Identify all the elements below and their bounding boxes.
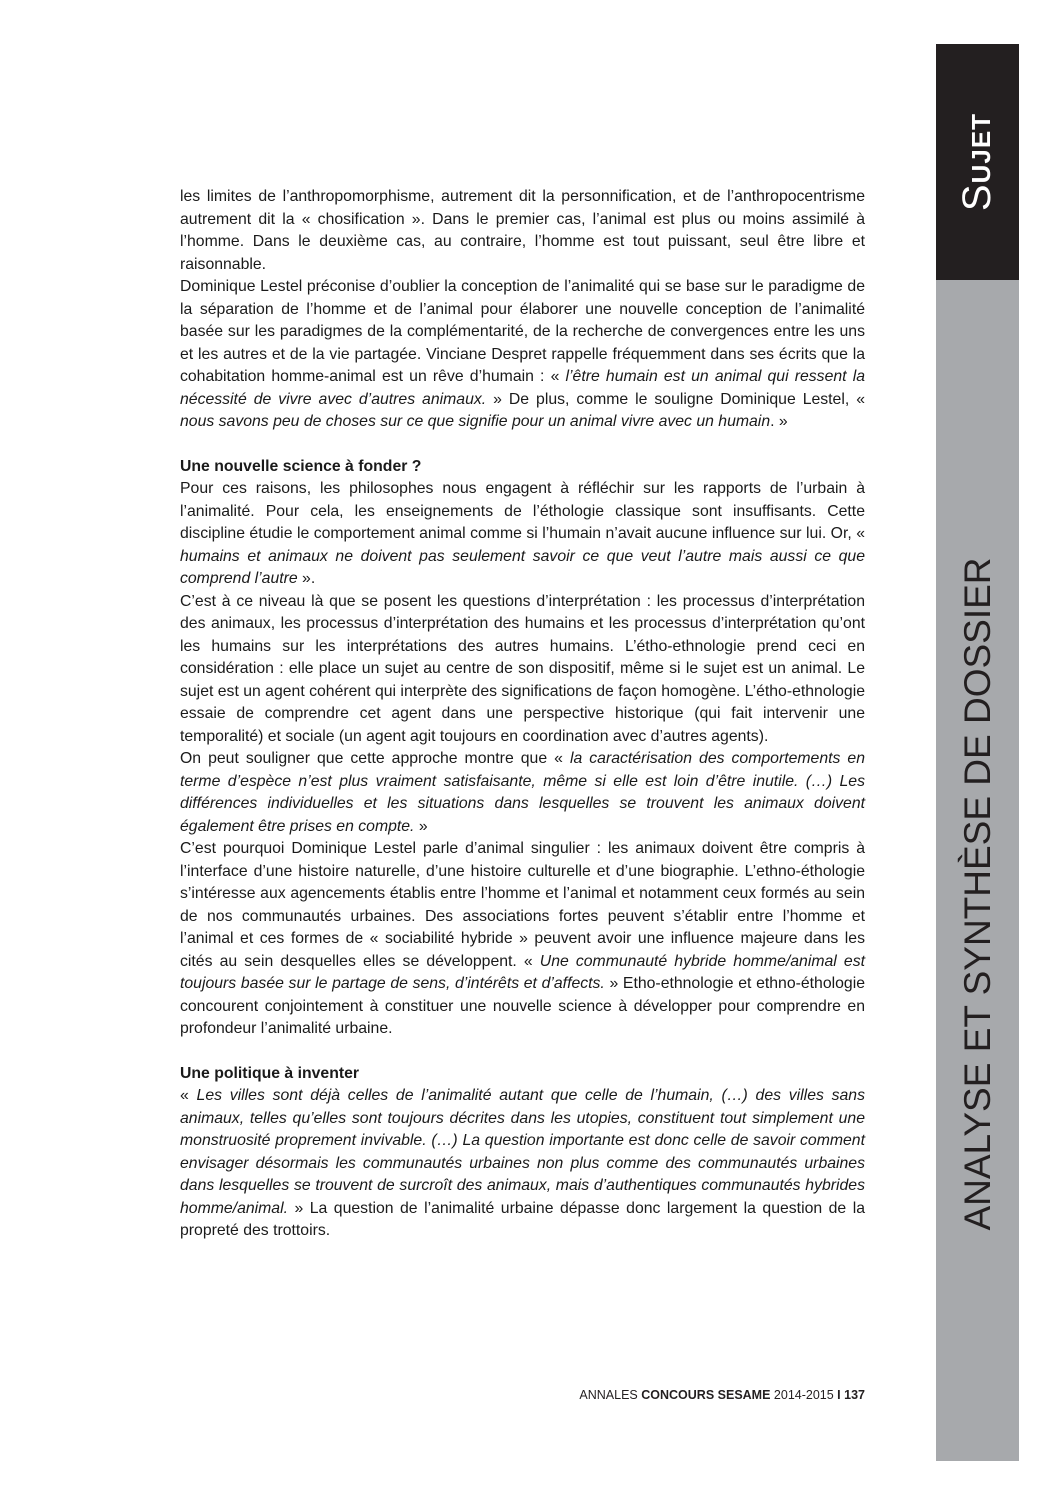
- quote-run: la caractérisation des comportements en terme d’espèce n’est plus vraiment satisfaisante, même si elle est loin d’être inutile. (…) Les différences individuelles et les situations dans lesquelles se trouvent les animaux doivent également être prises en compte.: [180, 750, 865, 835]
- section-heading: Une nouvelle science à fonder ?: [180, 457, 422, 475]
- sujet-label: [957, 62, 997, 262]
- paragraph: [180, 838, 865, 1041]
- quote-run: Une communauté hybride homme/animal est toujours basée sur le partage de sens, d’intérêts et d’affects.: [180, 952, 865, 992]
- paragraph: [180, 186, 865, 276]
- footer-separator: I: [837, 1388, 841, 1402]
- text-run: C’est à ce niveau là que se posent les questions d’interprétation : les processus d’interprétation des animaux, les processus d’interprétation des humains et les processus d’interprétation qu’ont les humains sur les interprétations des autres humains. L’étho-ethnologie prend ceci en considération : elle place un sujet au centre de son dispositif, même si le sujet est un animal. Le sujet est un agent cohérent qui interprète des significations de façon homogène. L’étho-ethnologie essaie de comprendre cet agent dans une perspective historique (qui fait intervenir une temporalité) et sociale (un agent agit toujours en coordination avec d’autres agents).: [180, 592, 866, 745]
- footer-prefix: ANNALES: [579, 1388, 642, 1402]
- text-run: »: [414, 817, 428, 835]
- text-run: Pour ces raisons, les philosophes nous engagent à réfléchir sur les rapports de l’urbain à l’animalité. Pour cela, les enseignements de l’éthologie classique sont insuffisants. Cette discipline étudie le comportement animal comme si l’humain n’avait aucune influence sur lui. Or, «: [180, 480, 865, 542]
- sujet-label-cap: S: [955, 183, 999, 212]
- text-run: » De plus, comme le souligne Dominique Lestel, «: [486, 390, 865, 408]
- paragraph: [180, 1085, 865, 1243]
- spacer: [180, 434, 865, 456]
- text-run: » Etho-ethnologie et ethno-éthologie concourent conjointement à constituer une nouvelle science à développer pour comprendre en profondeur l’animalité urbaine.: [180, 975, 866, 1037]
- page-number: 137: [844, 1388, 865, 1402]
- paragraph: [180, 591, 865, 749]
- sujet-label-rest: UJET: [966, 112, 996, 184]
- quote-run: Les villes sont déjà celles de l’animalité autant que celle de l’humain, (…) des villes sans animaux, telles qu’elles sont toujours décrites dans les utopies, constituent tout simplement une monstruosité proprement invivable. (…) La question importante est donc celle de savoir comment envisager désormais les communautés urbaines non plus comme des communautés urbaines dans lesquelles se trouvent de surcroît des animaux, mais d’authentiques communautés hybrides homme/animal.: [180, 1087, 865, 1217]
- footer-years: 2014-2015: [770, 1388, 838, 1402]
- text-run: » La question de l’animalité urbaine dépasse donc largement la question de la propreté des trottoirs.: [180, 1199, 865, 1239]
- text-run: ».: [297, 570, 316, 587]
- text-run: «: [180, 1087, 197, 1104]
- quote-run: nous savons peu de choses sur ce que signifie pour un animal vivre avec un humain: [180, 413, 771, 430]
- article-body: [180, 186, 865, 1243]
- section-heading: Une politique à inventer: [180, 1064, 360, 1082]
- text-run: Dominique Lestel préconise d’oublier la conception de l’animalité qui se base sur le paradigme de la séparation de l’homme et de l’animal pour élaborer une nouvelle conception de l’animalité basée sur les paradigmes de la complémentarité, de la recherche de convergences entre les uns et les autres et de la vie partagée. Vinciane Despret rappelle fréquemment dans ses écrits que la cohabitation homme-animal est un rêve d’humain : «: [180, 278, 865, 385]
- paragraph: [180, 478, 865, 591]
- section-label: ANALYSE ET SYNTHÈSE DE DOSSIER: [957, 557, 998, 1231]
- footer-brand: CONCOURS SESAME: [641, 1388, 771, 1402]
- quote-run: l’être humain est un animal qui ressent la nécessité de vivre avec d’autres animaux.: [180, 368, 865, 408]
- paragraph: [180, 276, 865, 434]
- text-run: les limites de l’anthropomorphisme, autrement dit la personnification, et de l’anthropocentrisme autrement dit la « chosification ». Dans le premier cas, l’animal est plus ou moins assimilé à l’homme. Dans le deuxième cas, au contraire, l’homme est tout puissant, seul être libre et raisonnable.: [180, 188, 865, 273]
- text-run: C’est pourquoi Dominique Lestel parle d’animal singulier : les animaux doivent être compris à l’interface d’une histoire naturelle, d’une histoire culturelle et d’une biographie. L’ethno-éthologie s’intéresse aux agencements établis entre l’homme et l’animal et notamment ceux formés au sein de nos communautés urbaines. Des associations fortes peuvent s’établir entre l’homme et l’animal et ces formes de « sociabilité hybride » peuvent avoir une influence majeure dans les cités au sein desquelles elles se développent. «: [180, 840, 865, 970]
- page-footer: [480, 1388, 865, 1402]
- quote-run: humains et animaux ne doivent pas seulement savoir ce que veut l’autre mais aussi ce que comprend l’autre: [180, 547, 865, 587]
- intro-block: [180, 186, 865, 434]
- text-run: . »: [770, 413, 788, 430]
- paragraph: [180, 748, 865, 838]
- spacer: [180, 1041, 865, 1063]
- text-run: On peut souligner que cette approche montre que «: [180, 750, 570, 767]
